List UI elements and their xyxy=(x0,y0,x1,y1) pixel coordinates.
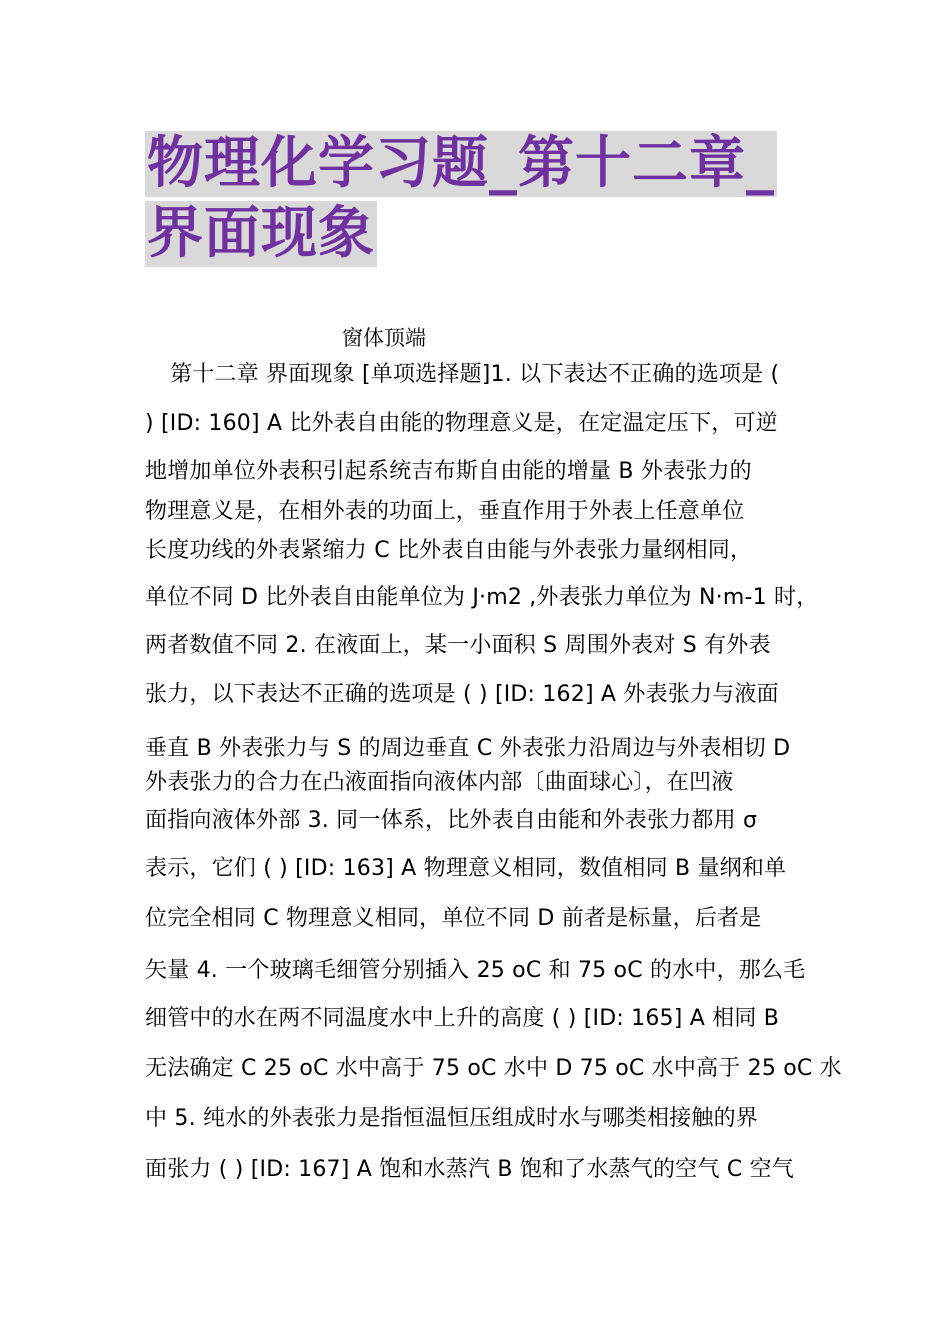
paragraph-line: 中 5. 纯水的外表张力是指恒温恒压组成时水与哪类相接触的界 xyxy=(145,1106,758,1131)
document-title-line-1: 物理化学习题_第十二章_ xyxy=(147,131,775,196)
paragraph-line: 外表张力的合力在凸液面指向液体内部〔曲面球心〕，在凹液 xyxy=(145,770,734,795)
paragraph-line: 单位不同 D 比外表自由能单位为 J·m2 ,外表张力单位为 N·m-1 时， xyxy=(145,585,819,610)
paragraph-line: 面张力 ( ) [ID: 167] A 饱和水蒸汽 B 饱和了水蒸气的空气 C 空气 xyxy=(145,1157,795,1182)
paragraph-line: 垂直 B 外表张力与 S 的周边垂直 C 外表张力沿周边与外表相切 D xyxy=(145,736,791,761)
paragraph-line: 两者数值不同 2. 在液面上，某一小面积 S 周围外表对 S 有外表 xyxy=(145,633,771,658)
paragraph-line: 第十二章 界面现象 [单项选择题]1. 以下表达不正确的选项是 ( xyxy=(170,362,780,387)
paragraph-line: 无法确定 C 25 oC 水中高于 75 oC 水中 D 75 oC 水中高于 25 oC 水 xyxy=(145,1056,842,1081)
paragraph-line: 位完全相同 C 物理意义相同，单位不同 D 前者是标量，后者是 xyxy=(145,906,762,931)
paragraph-line: 地增加单位外表积引起系统吉布斯自由能的增量 B 外表张力的 xyxy=(145,459,752,484)
paragraph-line: 表示，它们 ( ) [ID: 163] A 物理意义相同，数值相同 B 量纲和单 xyxy=(145,856,787,881)
paragraph-line: 矢量 4. 一个玻璃毛细管分别插入 25 oC 和 75 oC 的水中，那么毛 xyxy=(145,958,806,983)
paragraph-line: 物理意义是，在相外表的功面上，垂直作用于外表上任意单位 xyxy=(145,499,745,524)
document-title-line-2: 界面现象 xyxy=(147,201,375,266)
paragraph-line: 张力，以下表达不正确的选项是 ( ) [ID: 162] A 外表张力与液面 xyxy=(145,682,779,707)
paragraph-line: 细管中的水在两不同温度水中上升的高度 ( ) [ID: 165] A 相同 B xyxy=(145,1006,780,1031)
paragraph-line: 长度功线的外表紧缩力 C 比外表自由能与外表张力量纲相同， xyxy=(145,538,753,563)
form-top-marker: 窗体顶端 xyxy=(342,326,426,350)
paragraph-line: 面指向液体外部 3. 同一体系，比外表自由能和外表张力都用 σ xyxy=(145,808,758,833)
paragraph-line: ) [ID: 160] A 比外表自由能的物理意义是，在定温定压下，可逆 xyxy=(145,411,778,436)
